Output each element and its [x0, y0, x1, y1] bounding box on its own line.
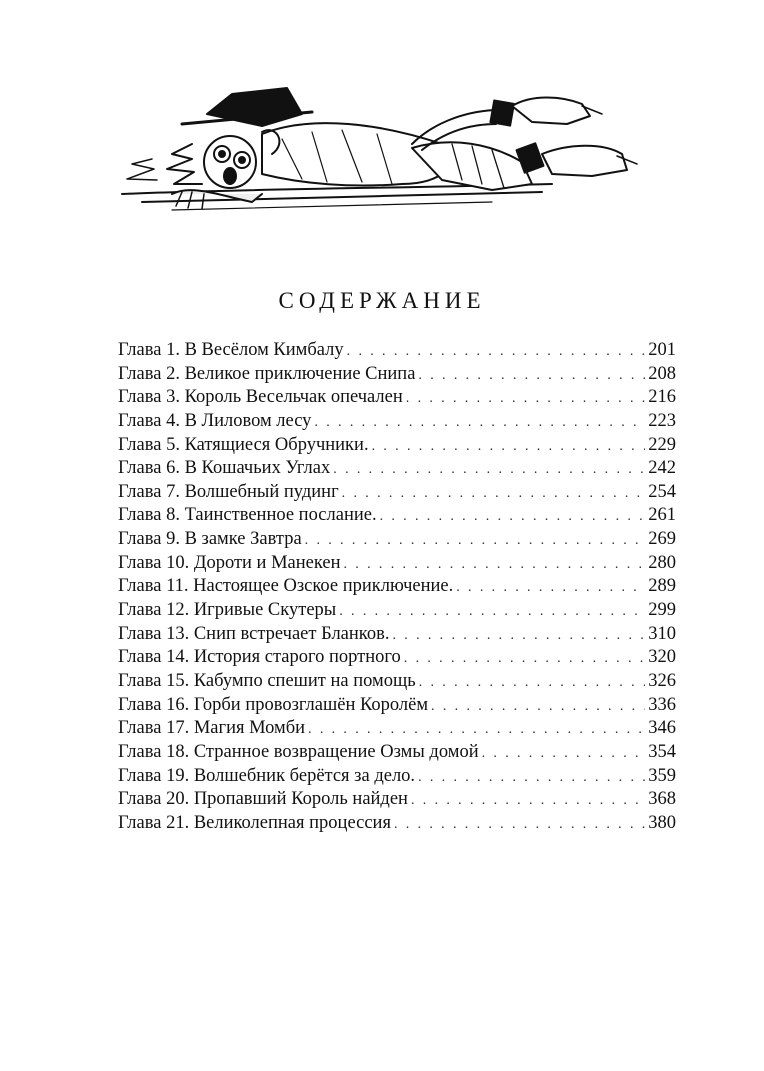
toc-entry-page: 201	[648, 340, 676, 360]
toc-entry[interactable]	[118, 363, 676, 387]
toc-entry[interactable]	[118, 717, 676, 741]
toc-entry-title: Глава 7. Волшебный пудинг	[118, 481, 339, 502]
toc-entry[interactable]	[118, 386, 676, 410]
toc-entry-title: Глава 5. Катящиеся Обручники.	[118, 434, 369, 455]
table-of-contents	[118, 339, 676, 835]
toc-leader-dots	[404, 647, 645, 671]
toc-entry-page: 269	[648, 529, 676, 550]
toc-entry[interactable]	[118, 694, 676, 718]
toc-entry[interactable]	[118, 646, 676, 670]
toc-entry-title: Глава 14. История старого портного	[118, 647, 401, 668]
toc-entry-title: Глава 8. Таинственное послание.	[118, 505, 377, 526]
toc-entry-page: 310	[648, 623, 676, 644]
toc-entry[interactable]	[118, 552, 676, 576]
toc-leader-dots	[394, 813, 645, 837]
toc-entry-title: Глава 1. В Весёлом Кимбалу	[118, 340, 344, 360]
toc-entry-title: Глава 4. В Лиловом лесу	[118, 410, 312, 431]
toc-entry[interactable]	[118, 765, 676, 789]
toc-leader-dots	[419, 671, 646, 695]
toc-leader-dots	[418, 766, 645, 790]
toc-entry-page: 359	[648, 765, 676, 786]
toc-leader-dots	[344, 553, 646, 577]
toc-entry-page: 289	[648, 576, 676, 597]
toc-entry[interactable]	[118, 788, 676, 812]
toc-entry-page: 208	[648, 363, 676, 384]
toc-entry-title: Глава 19. Волшебник берётся за дело.	[118, 765, 416, 786]
toc-leader-dots	[372, 435, 646, 459]
toc-entry[interactable]	[118, 670, 676, 694]
toc-entry-page: 336	[648, 694, 676, 715]
toc-entry-page: 280	[648, 552, 676, 573]
toc-entry[interactable]	[118, 599, 676, 623]
toc-entry-title: Глава 2. Великое приключение Снипа	[118, 363, 416, 384]
toc-entry-page: 229	[648, 434, 676, 455]
toc-entry-title: Глава 18. Странное возвращение Озмы домой	[118, 741, 479, 762]
toc-entry-title: Глава 10. Дороти и Манекен	[118, 552, 341, 573]
toc-leader-dots	[380, 505, 646, 529]
toc-entry-page: 254	[648, 481, 676, 502]
toc-entry[interactable]	[118, 504, 676, 528]
toc-entry[interactable]	[118, 812, 676, 836]
toc-leader-dots	[308, 718, 645, 742]
toc-entry-title: Глава 21. Великолепная процессия	[118, 812, 391, 833]
toc-leader-dots	[482, 742, 646, 766]
toc-entry[interactable]	[118, 410, 676, 434]
toc-leader-dots	[418, 364, 645, 388]
toc-entry-page: 320	[648, 647, 676, 668]
toc-leader-dots	[314, 411, 645, 435]
toc-leader-dots	[411, 789, 645, 813]
toc-leader-dots	[431, 695, 645, 719]
toc-entry-page: 261	[648, 505, 676, 526]
toc-entry[interactable]	[118, 575, 676, 599]
toc-entry[interactable]	[118, 339, 676, 363]
toc-entry-page: 326	[648, 670, 676, 691]
toc-entry-title: Глава 6. В Кошачьих Углах	[118, 458, 331, 479]
toc-entry-page: 299	[648, 600, 676, 621]
toc-entry-page: 354	[648, 741, 676, 762]
toc-leader-dots	[406, 387, 645, 411]
toc-entry-page: 346	[648, 718, 676, 739]
toc-entry-title: Глава 16. Горби провозглашён Королём	[118, 694, 429, 715]
toc-entry-title: Глава 17. Магия Момби	[118, 718, 306, 739]
toc-leader-dots	[333, 458, 645, 482]
toc-entry[interactable]	[118, 481, 676, 505]
toc-entry-title: Глава 11. Настоящее Озское приключение.	[118, 576, 454, 597]
toc-entry-title: Глава 13. Снип встречает Бланков.	[118, 623, 390, 644]
toc-entry[interactable]	[118, 741, 676, 765]
toc-entry-page: 223	[648, 410, 676, 431]
toc-entry-title: Глава 9. В замке Завтра	[118, 529, 302, 550]
toc-entry[interactable]	[118, 528, 676, 552]
toc-entry-page: 216	[648, 387, 676, 408]
toc-leader-dots	[347, 340, 646, 364]
scarecrow-illustration	[112, 84, 672, 244]
toc-entry-page: 380	[648, 812, 676, 833]
toc-entry-title: Глава 3. Король Весельчак опечален	[118, 387, 403, 408]
toc-entry-title: Глава 12. Игривые Скутеры	[118, 600, 337, 621]
toc-entry[interactable]	[118, 457, 676, 481]
toc-leader-dots	[339, 600, 645, 624]
toc-entry-title: Глава 15. Кабумпо спешит на помощь	[118, 670, 416, 691]
toc-leader-dots	[392, 624, 645, 648]
contents-heading: СОДЕРЖАНИЕ	[278, 288, 486, 313]
toc-entry-page: 368	[648, 789, 676, 810]
toc-leader-dots	[456, 576, 645, 600]
toc-leader-dots	[305, 529, 646, 553]
toc-leader-dots	[342, 482, 646, 506]
toc-entry[interactable]	[118, 623, 676, 647]
toc-entry-page: 242	[648, 458, 676, 479]
toc-entry[interactable]	[118, 434, 676, 458]
toc-entry-title: Глава 20. Пропавший Король найден	[118, 789, 408, 810]
